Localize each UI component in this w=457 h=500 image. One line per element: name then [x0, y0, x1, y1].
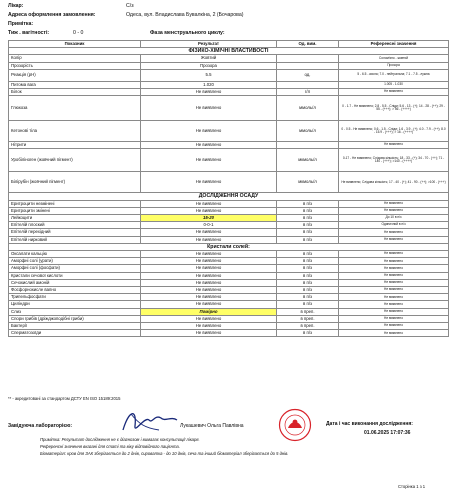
unit-cell [277, 62, 339, 69]
section-header-row [9, 243, 449, 250]
unit-cell: мкмоль/л [277, 172, 339, 193]
unit-cell [277, 55, 339, 62]
accreditation-note: ** - акредитовані за стандартом ДСТУ EN ISO 15189:2015 [8, 396, 121, 401]
reference-cell: 0-17 - Не виявлено; Слідова кількість; 18 - 33 - (+); 34 - 70 - (++); 71 - 140 - (+++); >140 - (++++) [339, 149, 449, 172]
results-table [8, 40, 449, 337]
unit-cell: в преп. [277, 315, 339, 322]
laboratory-stamp [278, 408, 312, 442]
indicator-cell: Колір [9, 55, 141, 62]
table-row [9, 222, 449, 229]
reference-cell: Не виявлено [339, 258, 449, 265]
result-cell: Жовтий [141, 55, 277, 62]
note-label: Примітка: [8, 21, 34, 27]
table-row [9, 200, 449, 207]
table-header-row [9, 41, 449, 48]
table-row [9, 265, 449, 272]
result-cell: Прозора [141, 62, 277, 69]
table-row [9, 279, 449, 286]
table-row [9, 149, 449, 172]
header-doctor [8, 2, 448, 10]
indicator-cell: Глюкоза [9, 96, 141, 121]
reference-cell: 1.005 - 1.030 [339, 81, 449, 88]
table-row [9, 55, 449, 62]
unit-cell: в п/з [277, 222, 339, 229]
indicator-cell: Епітелій перехідний [9, 229, 141, 236]
unit-cell: в преп. [277, 323, 339, 330]
result-cell: Не виявлено [141, 172, 277, 193]
reference-cell: Не виявлено; Слідова кількість; 17 - 40 - (+); 41 - 90 - (++); >100 - (+++) [339, 172, 449, 193]
result-cell: Не виявлено [141, 89, 277, 96]
table-row [9, 229, 449, 236]
table-row [9, 172, 449, 193]
result-cell: Помірно [141, 308, 277, 315]
indicator-cell: Епітелій плоский [9, 222, 141, 229]
indicator-cell: Кристали сечової кислоти [9, 272, 141, 279]
indicator-cell: Кетонові тіла [9, 121, 141, 142]
reference-cell: Одиничний в п/з [339, 222, 449, 229]
reference-cell: Прозора [339, 62, 449, 69]
unit-cell: в п/з [277, 251, 339, 258]
table-row [9, 89, 449, 96]
unit-cell: в п/з [277, 229, 339, 236]
table-row [9, 258, 449, 265]
handwritten-signature [115, 406, 185, 436]
table-row [9, 251, 449, 258]
unit-cell [277, 81, 339, 88]
reference-cell: Не виявлено [339, 89, 449, 96]
result-cell: Не виявлено [141, 330, 277, 337]
signature-name: Лукашевич Ольга Павлівна [180, 423, 244, 429]
col-header-result: Результат [141, 41, 277, 48]
reference-cell: Не виявлено [339, 308, 449, 315]
unit-cell: в преп. [277, 308, 339, 315]
table-row [9, 315, 449, 322]
note-line-1: Примітка: Результат дослідження не є діагнозом і вимагає консультації лікаря. [40, 437, 200, 442]
note-line-3: Біоматеріал: кров для ЗАК зберігається до 2 днів, сироватка - до 10 днів, сеча та інший біоматеріал зберігається до 5 днів. [40, 451, 289, 456]
table-row [9, 301, 449, 308]
table-row [9, 272, 449, 279]
result-cell: 1.020 [141, 81, 277, 88]
indicator-cell: Циліндри [9, 301, 141, 308]
reference-cell: Не виявлено [339, 323, 449, 330]
result-cell: 15-20 [141, 215, 277, 222]
indicator-cell: Спори грибів (дріжджоподібні гриби) [9, 315, 141, 322]
unit-cell: в п/з [277, 215, 339, 222]
table-row [9, 308, 449, 315]
unit-cell: в п/з [277, 287, 339, 294]
reference-cell: Не виявлено [339, 272, 449, 279]
page-number: Сторінка 1 з 1 [398, 484, 426, 489]
pregnancy-label: Тиж . вагітності: [8, 30, 50, 36]
indicator-cell: Еритроцити змінені [9, 207, 141, 214]
unit-cell: в п/з [277, 272, 339, 279]
pregnancy-value: 0 - 0 [73, 30, 84, 36]
unit-cell: в п/з [277, 265, 339, 272]
reference-cell: Не виявлено [339, 236, 449, 243]
unit-cell: в п/з [277, 200, 339, 207]
unit-cell: в п/з [277, 301, 339, 308]
reference-cell: Не виявлено [339, 287, 449, 294]
table-row [9, 62, 449, 69]
result-cell: Не виявлено [141, 265, 277, 272]
reference-cell: Не виявлено [339, 142, 449, 149]
indicator-cell: Прозорість [9, 62, 141, 69]
note-line-2: Референсні значення вказані для статі та віку відповідного пацієнта. [40, 444, 180, 449]
result-cell: Не виявлено [141, 200, 277, 207]
header-pregnancy [8, 29, 448, 37]
address-value: Одеса, вул. Владислава Бувалкіна, 2 (Бочарова) [126, 12, 244, 18]
result-cell: 5.5 [141, 69, 277, 81]
result-cell: Не виявлено [141, 315, 277, 322]
indicator-cell: Оксалати кальцію [9, 251, 141, 258]
unit-cell: в п/з [277, 279, 339, 286]
unit-cell: ммоль/л [277, 121, 339, 142]
indicator-cell: Фосфорнокисле вапно [9, 287, 141, 294]
result-cell: Не виявлено [141, 279, 277, 286]
reference-cell: Не виявлено [339, 265, 449, 272]
result-cell: Не виявлено [141, 323, 277, 330]
result-cell: Не виявлено [141, 236, 277, 243]
table-row [9, 287, 449, 294]
indicator-cell: Сечокислий амоній [9, 279, 141, 286]
doctor-label: Лікар: [8, 3, 24, 9]
reference-cell: Не виявлено [339, 207, 449, 214]
unit-cell: в п/з [277, 236, 339, 243]
reference-cell: Не виявлено [339, 315, 449, 322]
result-cell: Не виявлено [141, 229, 277, 236]
col-header-reference: Референсні значення [339, 41, 449, 48]
table-row [9, 96, 449, 121]
unit-cell [277, 142, 339, 149]
reference-cell: Не виявлено [339, 301, 449, 308]
result-cell: Не виявлено [141, 96, 277, 121]
section-title: ДОСЛІДЖЕННЯ ОСАДУ [9, 193, 449, 200]
indicator-cell: Білок [9, 89, 141, 96]
result-cell: Не виявлено [141, 294, 277, 301]
indicator-cell: Аморфні солі (фосфати) [9, 265, 141, 272]
result-cell: Не виявлено [141, 301, 277, 308]
table-row [9, 69, 449, 81]
unit-cell: ммоль/л [277, 96, 339, 121]
unit-cell: мкмоль/л [277, 149, 339, 172]
result-cell: Не виявлено [141, 251, 277, 258]
indicator-cell: Лейкоцити [9, 215, 141, 222]
reference-cell: До 10 в п/з [339, 215, 449, 222]
indicator-cell: Нітрити [9, 142, 141, 149]
reference-cell: 0 - 1.7 - Не виявлено; 2.8 - 5.5 - Сліди; 5.6 - 13 - (+); 14 - 28 - (++); 29 - 55 - (+++); > 56 - (++++) [339, 96, 449, 121]
indicator-cell: Білірубін (жовчний пігмент) [9, 172, 141, 193]
indicator-cell: Бактерії [9, 323, 141, 330]
address-label: Адреса оформлення замовлення: [8, 12, 96, 18]
reference-cell: Не виявлено [339, 279, 449, 286]
table-body [9, 48, 449, 337]
table-row [9, 142, 449, 149]
indicator-cell: Питома вага [9, 81, 141, 88]
indicator-cell: Уробіліноген (жовчний пігмент) [9, 149, 141, 172]
result-cell: Не виявлено [141, 149, 277, 172]
table-row [9, 81, 449, 88]
indicator-cell: Слиз [9, 308, 141, 315]
unit-cell: г/л [277, 89, 339, 96]
signature-label: Завідуюча лабораторією: [8, 423, 73, 429]
result-cell: Не виявлено [141, 142, 277, 149]
result-cell: 0-0-1 [141, 222, 277, 229]
unit-cell: од. [277, 69, 339, 81]
reference-cell: Не виявлено [339, 330, 449, 337]
section-title: ФІЗИКО-ХІМІЧНІ ВЛАСТИВОСТІ [9, 48, 449, 55]
result-cell: Не виявлено [141, 121, 277, 142]
result-cell: Не виявлено [141, 207, 277, 214]
reference-cell: Не виявлено [339, 229, 449, 236]
indicator-cell: Трипельфосфати [9, 294, 141, 301]
section-title: Кристали солей: [9, 243, 449, 250]
table-row [9, 294, 449, 301]
table-row [9, 323, 449, 330]
reference-cell: Солом'яно - жовтий [339, 55, 449, 62]
unit-cell: в п/з [277, 258, 339, 265]
indicator-cell: Еритроцити незмінені [9, 200, 141, 207]
indicator-cell: Сперматозоїди [9, 330, 141, 337]
result-cell: Не виявлено [141, 287, 277, 294]
completion-label: Дата і час виконання дослідження: [326, 421, 413, 427]
table-row [9, 215, 449, 222]
completion-value: 01.06.2025 17:07:36 [364, 430, 411, 436]
reference-cell: 5 - 6.5 - кисла; 7.0 - нейтральна; 7.1 - 7.5 - лужна [339, 69, 449, 81]
doctor-value: С/з [126, 3, 134, 9]
reference-cell: Не виявлено [339, 200, 449, 207]
reference-cell: Не виявлено [339, 251, 449, 258]
result-cell: Не виявлено [141, 272, 277, 279]
reference-cell: 0 - 0.5 - Не виявлено; 0.6 - 1.5 - Сліди; 1.6 - 3.9 - (+); 4.0 - 7.9 - (++); 8.0 - 15.9 - (+++); > 16 - (++++) [339, 121, 449, 142]
section-header-row [9, 193, 449, 200]
table-row [9, 207, 449, 214]
header-address [8, 11, 448, 19]
header-note [8, 20, 448, 28]
indicator-cell: Аморфні солі (урати) [9, 258, 141, 265]
indicator-cell: Реакція (pH) [9, 69, 141, 81]
indicator-cell: Епітелій нирковий [9, 236, 141, 243]
unit-cell: в п/з [277, 294, 339, 301]
table-row [9, 121, 449, 142]
table-row [9, 330, 449, 337]
result-cell: Не виявлено [141, 258, 277, 265]
reference-cell: Не виявлено [339, 294, 449, 301]
cycle-phase-label: Фаза менструального циклу: [150, 30, 225, 36]
table-row [9, 236, 449, 243]
col-header-unit: Од. вим. [277, 41, 339, 48]
section-header-row [9, 48, 449, 55]
unit-cell: в п/з [277, 330, 339, 337]
unit-cell: в п/з [277, 207, 339, 214]
col-header-indicator: Показник [9, 41, 141, 48]
